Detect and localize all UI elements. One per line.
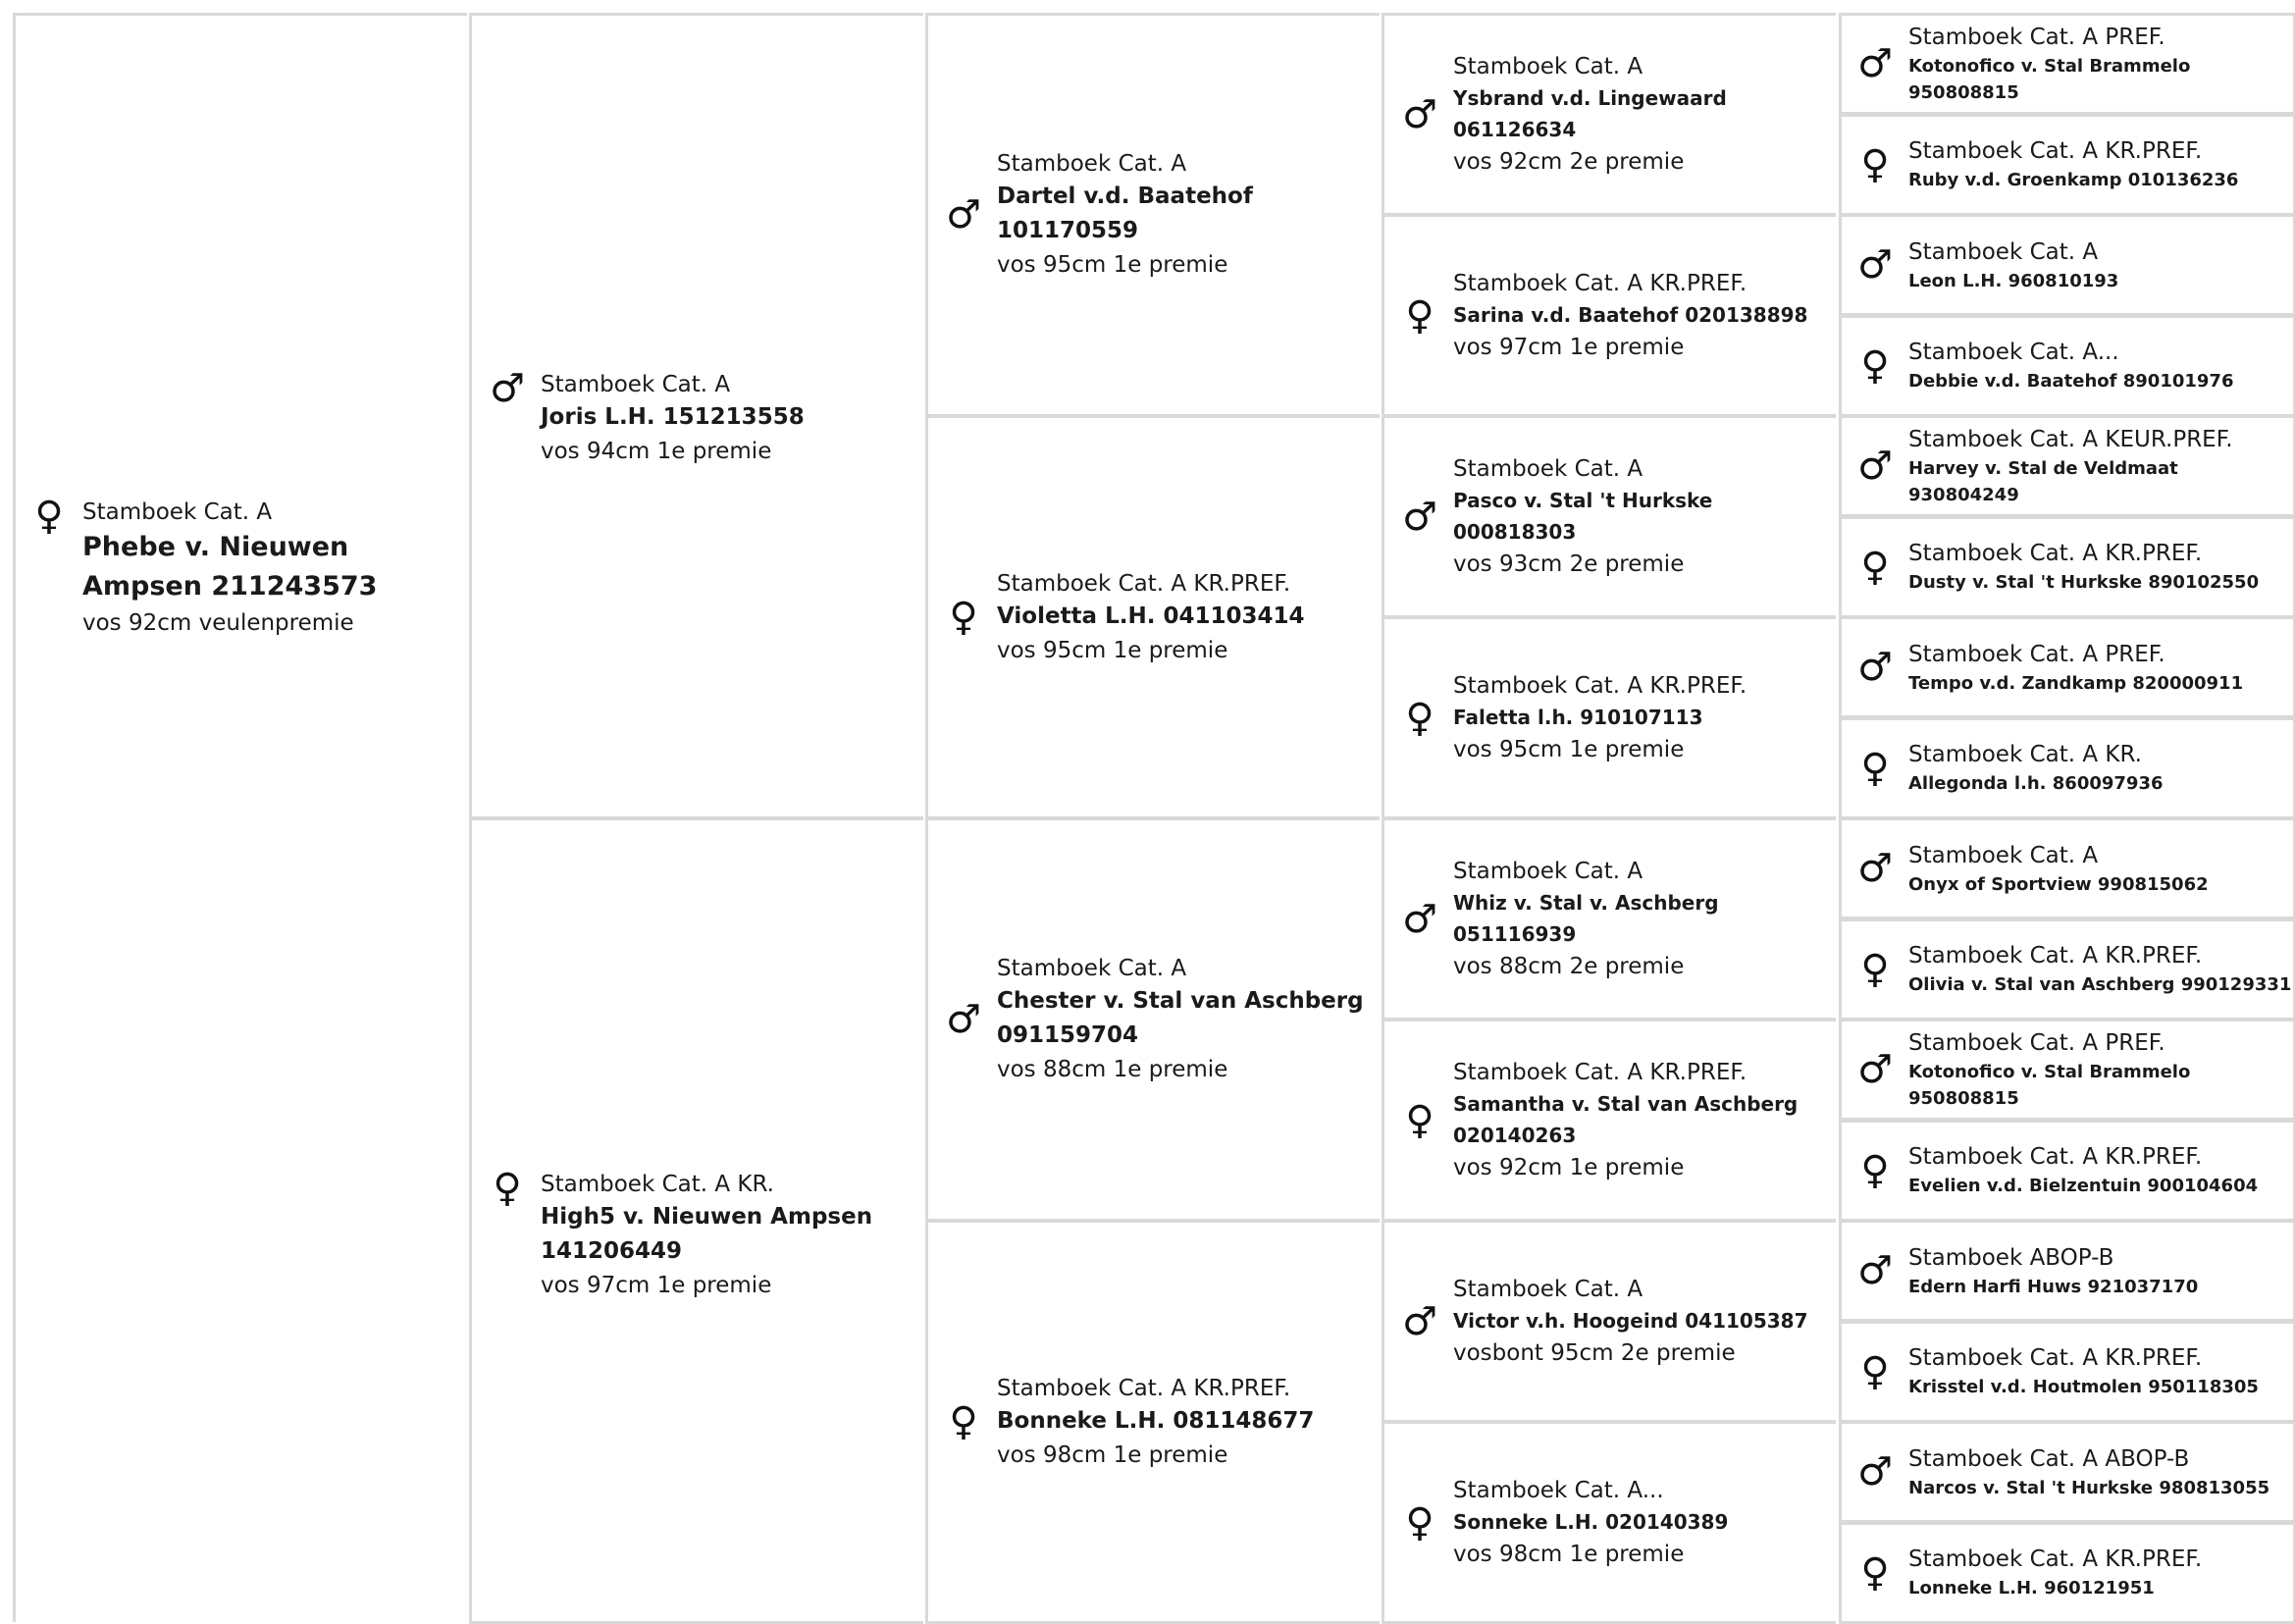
pedigree-cell[interactable]: [925, 817, 1380, 1222]
studbook-category: Stamboek Cat. A: [1453, 1276, 1643, 1302]
animal-name[interactable]: Debbie v.d. Baatehof 890101976: [1908, 371, 2234, 392]
female-symbol-icon: ♀: [493, 1166, 522, 1211]
pedigree-cell[interactable]: [1839, 114, 2295, 216]
column-great-grandparents: [1382, 13, 1836, 1622]
animal-info: [1453, 268, 1836, 364]
animal-description: vos 92cm 2e premie: [1453, 148, 1685, 175]
male-symbol-icon: ♂: [1402, 896, 1437, 942]
pedigree-cell[interactable]: [1839, 214, 2295, 316]
animal-name[interactable]: Tempo v.d. Zandkamp 820000911: [1908, 672, 2244, 694]
animal-description: vos 88cm 2e premie: [1453, 953, 1685, 979]
male-symbol-icon: ♂: [1857, 1248, 1893, 1293]
animal-name[interactable]: Ysbrand v.d. Lingewaard 061126634: [1453, 85, 1727, 141]
male-symbol-icon: ♂: [1402, 91, 1437, 137]
animal-name[interactable]: Harvey v. Stal de Veldmaat 930804249: [1908, 458, 2178, 505]
studbook-category: Stamboek Cat. A KR.PREF.: [1908, 943, 2203, 969]
animal-info: [997, 148, 1380, 282]
studbook-category: Stamboek Cat. A: [541, 372, 731, 397]
animal-name[interactable]: Victor v.h. Hoogeind 041105387: [1453, 1308, 1808, 1333]
animal-info: [997, 1373, 1380, 1472]
studbook-category: Stamboek Cat. A PREF.: [1908, 1030, 2165, 1056]
animal-info: [541, 369, 923, 468]
animal-name[interactable]: Dusty v. Stal 't Hurkske 890102550: [1908, 572, 2260, 593]
female-symbol-icon: ♀: [1860, 1549, 1890, 1596]
animal-info: [82, 497, 467, 640]
studbook-category: Stamboek Cat. A KR.PREF.: [997, 570, 1291, 597]
animal-name[interactable]: Edern Harfi Huws 921037170: [1908, 1276, 2199, 1297]
male-symbol-icon: ♂: [946, 192, 981, 237]
male-symbol-icon: ♂: [1402, 1298, 1437, 1344]
female-symbol-icon: ♀: [1860, 1348, 1890, 1394]
pedigree-cell[interactable]: [1382, 1220, 1836, 1423]
female-symbol-icon: ♀: [1405, 1097, 1434, 1143]
column-grandparents: [925, 13, 1380, 1622]
studbook-category: Stamboek Cat. A KR.PREF.: [997, 1375, 1291, 1401]
pedigree-cell[interactable]: [1382, 1421, 1836, 1624]
animal-info: [1908, 22, 2293, 106]
column-subject: [13, 13, 467, 1622]
pedigree-cell[interactable]: [1382, 817, 1836, 1021]
pedigree-cell[interactable]: [1839, 1120, 2295, 1222]
studbook-category: Stamboek Cat. A ABOP-B: [1908, 1445, 2190, 1472]
animal-info: [997, 568, 1380, 667]
pedigree-cell[interactable]: [1839, 516, 2295, 618]
animal-info: [1908, 1443, 2293, 1501]
studbook-category: Stamboek Cat. A PREF.: [1908, 25, 2165, 50]
animal-description: vos 98cm 1e premie: [1453, 1541, 1685, 1567]
animal-name[interactable]: Kotonofico v. Stal Brammelo 950808815: [1908, 56, 2191, 103]
animal-name[interactable]: Violetta L.H. 041103414: [997, 602, 1305, 629]
animal-name[interactable]: Joris L.H. 151213558: [541, 404, 805, 430]
female-symbol-icon: ♀: [949, 1399, 978, 1444]
male-symbol-icon: ♂: [946, 997, 981, 1042]
studbook-category: Stamboek Cat. A KR.PREF.: [1908, 1144, 2203, 1170]
studbook-category: Stamboek Cat. A: [997, 151, 1187, 177]
pedigree-cell[interactable]: [1839, 1019, 2295, 1121]
animal-name[interactable]: Phebe v. Nieuwen Ampsen 211243573: [82, 532, 378, 602]
animal-name[interactable]: Pasco v. Stal 't Hurkske 000818303: [1453, 488, 1713, 544]
pedigree-cell[interactable]: [469, 13, 923, 819]
pedigree-chart: [13, 13, 2295, 1622]
pedigree-cell[interactable]: [1382, 13, 1836, 216]
studbook-category: Stamboek Cat. A KR.PREF.: [1453, 270, 1747, 296]
pedigree-cell[interactable]: [1382, 1019, 1836, 1222]
animal-description: vos 92cm veulenpremie: [82, 610, 354, 636]
animal-description: vos 88cm 1e premie: [997, 1057, 1228, 1082]
animal-info: [1908, 1141, 2293, 1199]
animal-name[interactable]: Sonneke L.H. 020140389: [1453, 1509, 1729, 1534]
animal-info: [1908, 639, 2293, 697]
female-symbol-icon: ♀: [1860, 745, 1890, 791]
animal-description: vos 97cm 1e premie: [541, 1273, 772, 1298]
studbook-category: Stamboek Cat. A PREF.: [1908, 641, 2165, 667]
pedigree-cell[interactable]: [13, 13, 467, 1622]
male-symbol-icon: ♂: [1857, 1449, 1893, 1494]
animal-name[interactable]: Sarina v.d. Baatehof 020138898: [1453, 302, 1808, 327]
animal-name[interactable]: Leon L.H. 960810193: [1908, 270, 2119, 291]
pedigree-cell[interactable]: [925, 13, 1380, 417]
column-parents: [469, 13, 923, 1622]
animal-name[interactable]: Evelien v.d. Bielzentuin 900104604: [1908, 1176, 2259, 1196]
studbook-category: Stamboek Cat. A KR.PREF.: [1908, 1546, 2203, 1572]
animal-info: [1453, 1057, 1836, 1184]
animal-description: vos 98cm 1e premie: [997, 1441, 1228, 1468]
animal-name[interactable]: Onyx of Sportview 990815062: [1908, 873, 2209, 895]
studbook-category: Stamboek Cat. A: [1908, 842, 2099, 868]
animal-info: [1453, 453, 1836, 581]
female-symbol-icon: ♀: [1860, 141, 1890, 187]
animal-info: [997, 953, 1380, 1086]
pedigree-cell[interactable]: [1839, 315, 2295, 417]
animal-info: [1908, 840, 2293, 898]
animal-info: [1453, 670, 1836, 766]
animal-info: [1908, 1027, 2293, 1112]
animal-info: [1453, 856, 1836, 983]
male-symbol-icon: ♂: [1857, 41, 1893, 86]
studbook-category: Stamboek Cat. A: [1453, 53, 1643, 79]
animal-info: [1453, 51, 1836, 179]
animal-info: [1453, 1274, 1836, 1370]
pedigree-cell[interactable]: [1839, 616, 2295, 718]
animal-name[interactable]: Allegonda l.h. 860097936: [1908, 773, 2164, 794]
pedigree-cell[interactable]: [1839, 1522, 2295, 1624]
animal-info: [1908, 236, 2293, 294]
studbook-category: Stamboek Cat. A KR.PREF.: [1908, 1345, 2203, 1371]
animal-name[interactable]: Dartel v.d. Baatehof 101170559: [997, 183, 1253, 243]
pedigree-cell[interactable]: [1839, 1220, 2295, 1322]
studbook-category: Stamboek Cat. A: [1453, 858, 1643, 884]
animal-name[interactable]: Krisstel v.d. Houtmolen 950118305: [1908, 1377, 2259, 1397]
female-symbol-icon: ♀: [1405, 1499, 1434, 1545]
animal-info: [1453, 1475, 1836, 1571]
pedigree-cell[interactable]: [1839, 13, 2295, 115]
pedigree-cell[interactable]: [1839, 1421, 2295, 1523]
pedigree-cell[interactable]: [1839, 918, 2295, 1021]
animal-info: [1908, 739, 2293, 797]
pedigree-cell[interactable]: [469, 817, 923, 1624]
male-symbol-icon: ♂: [1857, 242, 1893, 288]
studbook-category: Stamboek Cat. A: [1453, 455, 1643, 482]
animal-description: vos 95cm 1e premie: [997, 637, 1228, 663]
pedigree-cell[interactable]: [925, 415, 1380, 819]
studbook-category: Stamboek Cat. A KEUR.PREF.: [1908, 427, 2233, 452]
animal-name[interactable]: Ruby v.d. Groenkamp 010136236: [1908, 170, 2239, 190]
studbook-category: Stamboek Cat. A...: [1453, 1477, 1664, 1503]
animal-description: vosbont 95cm 2e premie: [1453, 1339, 1736, 1366]
animal-info: [1908, 1342, 2293, 1400]
animal-info: [541, 1169, 923, 1302]
pedigree-cell[interactable]: [1839, 1321, 2295, 1423]
studbook-category: Stamboek Cat. A KR.PREF.: [1453, 1059, 1747, 1085]
studbook-category: Stamboek Cat. A KR.PREF.: [1908, 138, 2203, 164]
animal-name[interactable]: High5 v. Nieuwen Ampsen 141206449: [541, 1204, 873, 1264]
animal-description: vos 95cm 1e premie: [997, 252, 1228, 278]
studbook-category: Stamboek Cat. A: [1908, 238, 2099, 265]
pedigree-cell[interactable]: [1839, 817, 2295, 919]
female-symbol-icon: ♀: [1860, 342, 1890, 389]
animal-description: vos 93cm 2e premie: [1453, 550, 1685, 577]
animal-info: [1908, 940, 2293, 998]
animal-info: [1908, 135, 2293, 193]
animal-info: [1908, 337, 2293, 394]
animal-name[interactable]: Whiz v. Stal v. Aschberg 051116939: [1453, 890, 1719, 946]
animal-info: [1908, 538, 2293, 596]
male-symbol-icon: ♂: [490, 366, 525, 411]
animal-name[interactable]: Samantha v. Stal van Aschberg 020140263: [1453, 1091, 1799, 1147]
female-symbol-icon: ♀: [1405, 695, 1434, 741]
animal-name[interactable]: Narcos v. Stal 't Hurkske 980813055: [1908, 1477, 2270, 1498]
male-symbol-icon: ♂: [1402, 494, 1437, 540]
pedigree-cell[interactable]: [1839, 717, 2295, 819]
studbook-category: Stamboek Cat. A...: [1908, 340, 2119, 365]
male-symbol-icon: ♂: [1857, 1047, 1893, 1092]
animal-description: vos 94cm 1e premie: [541, 439, 772, 464]
animal-info: [1908, 424, 2293, 508]
animal-name[interactable]: Lonneke L.H. 960121951: [1908, 1578, 2155, 1598]
animal-name[interactable]: Olivia v. Stal van Aschberg 990129331: [1908, 974, 2292, 995]
animal-name[interactable]: Chester v. Stal van Aschberg 091159704: [997, 988, 1364, 1048]
animal-description: vos 95cm 1e premie: [1453, 736, 1685, 762]
studbook-category: Stamboek Cat. A: [82, 499, 273, 525]
column-great-great-grandparents: [1839, 13, 2295, 1622]
animal-name[interactable]: Bonneke L.H. 081148677: [997, 1407, 1315, 1434]
female-symbol-icon: ♀: [1860, 544, 1890, 590]
studbook-category: Stamboek Cat. A KR.PREF.: [1453, 672, 1747, 699]
studbook-category: Stamboek Cat. A: [997, 956, 1187, 981]
female-symbol-icon: ♀: [1860, 946, 1890, 992]
female-symbol-icon: ♀: [949, 595, 978, 640]
female-symbol-icon: ♀: [1405, 292, 1434, 339]
studbook-category: Stamboek Cat. A KR.: [541, 1172, 774, 1197]
pedigree-cell[interactable]: [1839, 415, 2295, 517]
female-symbol-icon: ♀: [34, 494, 64, 539]
studbook-category: Stamboek Cat. A KR.PREF.: [1908, 541, 2203, 566]
pedigree-cell[interactable]: [925, 1220, 1380, 1624]
studbook-category: Stamboek Cat. A KR.: [1908, 742, 2142, 767]
animal-name[interactable]: Kotonofico v. Stal Brammelo 950808815: [1908, 1062, 2191, 1109]
animal-info: [1908, 1544, 2293, 1601]
animal-description: vos 97cm 1e premie: [1453, 334, 1685, 360]
pedigree-cell[interactable]: [1382, 214, 1836, 417]
male-symbol-icon: ♂: [1857, 444, 1893, 489]
female-symbol-icon: ♀: [1860, 1147, 1890, 1193]
animal-name[interactable]: Faletta l.h. 910107113: [1453, 705, 1703, 729]
pedigree-cell[interactable]: [1382, 415, 1836, 618]
studbook-category: Stamboek ABOP-B: [1908, 1244, 2114, 1271]
male-symbol-icon: ♂: [1857, 645, 1893, 690]
animal-description: vos 92cm 1e premie: [1453, 1154, 1685, 1180]
male-symbol-icon: ♂: [1857, 846, 1893, 891]
pedigree-cell[interactable]: [1382, 616, 1836, 819]
animal-info: [1908, 1242, 2293, 1300]
